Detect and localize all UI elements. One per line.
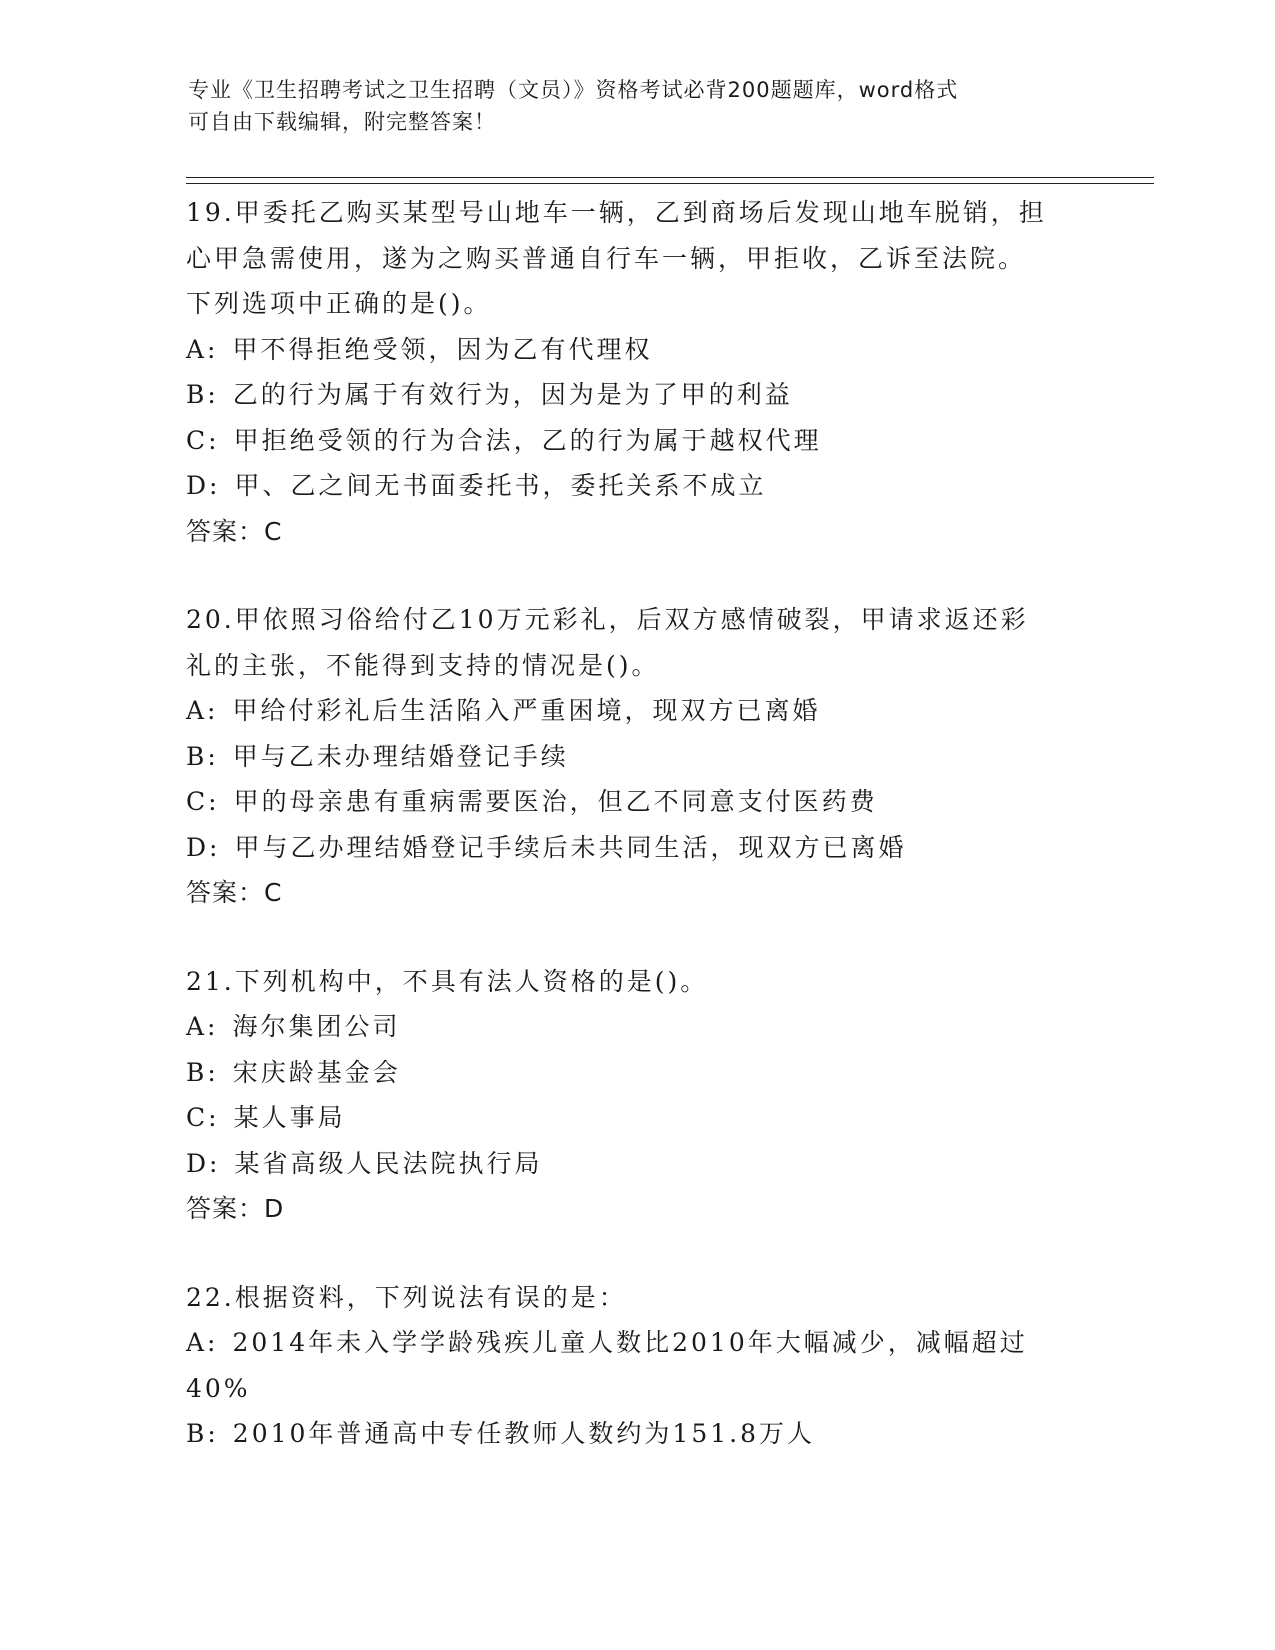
option-text: 某省高级人民法院执行局 bbox=[234, 1148, 543, 1178]
question-text-line: 下列选项中正确的是()。 bbox=[186, 289, 492, 318]
option-a bbox=[186, 688, 1086, 734]
option-key: D: bbox=[186, 471, 221, 500]
option-key: B: bbox=[186, 1057, 219, 1087]
header-title-line-2: 可自由下载编辑，附完整答案！ bbox=[188, 110, 496, 134]
option-b bbox=[186, 372, 1086, 418]
document-header bbox=[188, 74, 1068, 138]
answer-line: 答案：C bbox=[186, 878, 283, 907]
option-text: 甲与乙未办理结婚登记手续 bbox=[232, 741, 569, 771]
option-key: A: bbox=[186, 696, 219, 725]
question-text-line: 礼的主张，不能得到支持的情况是()。 bbox=[186, 650, 660, 680]
option-key: A: bbox=[186, 1012, 219, 1041]
option-b bbox=[186, 1411, 1086, 1457]
option-text: 某人事局 bbox=[233, 1103, 346, 1132]
option-text: 甲不得拒绝受领，因为乙有代理权 bbox=[232, 334, 653, 364]
option-text: 海尔集团公司 bbox=[232, 1012, 401, 1041]
question-list bbox=[186, 190, 1086, 1457]
question-text-line: 20.甲依照习俗给付乙10万元彩礼，后双方感情破裂，甲请求返还彩 bbox=[186, 605, 1029, 634]
option-d bbox=[186, 463, 1086, 509]
option-c bbox=[186, 1095, 1086, 1141]
question-22 bbox=[186, 1275, 1086, 1457]
option-key: B: bbox=[186, 380, 219, 409]
option-text: 2010年普通高中专任教师人数约为151.8万人 bbox=[232, 1419, 815, 1448]
option-text: 甲、乙之间无书面委托书，委托关系不成立 bbox=[234, 471, 767, 500]
option-text: 乙的行为属于有效行为，因为是为了甲的利益 bbox=[232, 380, 793, 409]
header-divider-top bbox=[186, 177, 1154, 178]
option-key: C: bbox=[186, 425, 220, 455]
option-key: A: bbox=[186, 334, 219, 364]
question-text-line: 22.根据资料，下列说法有误的是： bbox=[186, 1282, 627, 1312]
question-21 bbox=[186, 959, 1086, 1232]
question-text-line: 21.下列机构中，不具有法人资格的是()。 bbox=[186, 966, 709, 996]
option-key: C: bbox=[186, 787, 220, 816]
option-a bbox=[186, 1320, 1086, 1366]
option-text: 甲拒绝受领的行为合法，乙的行为属于越权代理 bbox=[233, 425, 822, 455]
option-c bbox=[186, 418, 1086, 464]
option-a-continuation bbox=[186, 1366, 1086, 1412]
option-key: D: bbox=[186, 1148, 221, 1178]
question-text-line: 19.甲委托乙购买某型号山地车一辆，乙到商场后发现山地车脱销，担 bbox=[186, 198, 1047, 227]
option-d bbox=[186, 825, 1086, 871]
option-d bbox=[186, 1141, 1086, 1187]
option-a bbox=[186, 1004, 1086, 1050]
option-text: 甲与乙办理结婚登记手续后未共同生活，现双方已离婚 bbox=[234, 832, 907, 862]
option-key: D: bbox=[186, 832, 221, 862]
option-key: B: bbox=[186, 741, 219, 771]
option-text: 2014年未入学学龄残疾儿童人数比2010年大幅减少，减幅超过 bbox=[232, 1328, 1028, 1357]
option-b bbox=[186, 1050, 1086, 1096]
option-text: 40% bbox=[186, 1373, 251, 1403]
answer-line: 答案：C bbox=[186, 516, 283, 546]
option-a bbox=[186, 327, 1086, 373]
option-b bbox=[186, 734, 1086, 780]
option-text: 甲给付彩礼后生活陷入严重困境，现双方已离婚 bbox=[232, 696, 821, 725]
option-text: 宋庆龄基金会 bbox=[232, 1057, 401, 1087]
option-key: B: bbox=[186, 1419, 219, 1448]
answer-line: 答案：D bbox=[186, 1194, 285, 1223]
question-20 bbox=[186, 597, 1086, 916]
option-text: 甲的母亲患有重病需要医治，但乙不同意支付医药费 bbox=[233, 787, 878, 816]
option-c bbox=[186, 779, 1086, 825]
option-key: A: bbox=[186, 1328, 219, 1357]
question-text-line: 心甲急需使用，遂为之购买普通自行车一辆，甲拒收，乙诉至法院。 bbox=[186, 243, 1027, 273]
header-title-line-1: 专业《卫生招聘考试之卫生招聘（文员）》资格考试必背200题题库，word格式 bbox=[188, 78, 959, 102]
question-19 bbox=[186, 190, 1086, 554]
header-divider-bottom bbox=[186, 183, 1154, 184]
option-key: C: bbox=[186, 1103, 220, 1132]
